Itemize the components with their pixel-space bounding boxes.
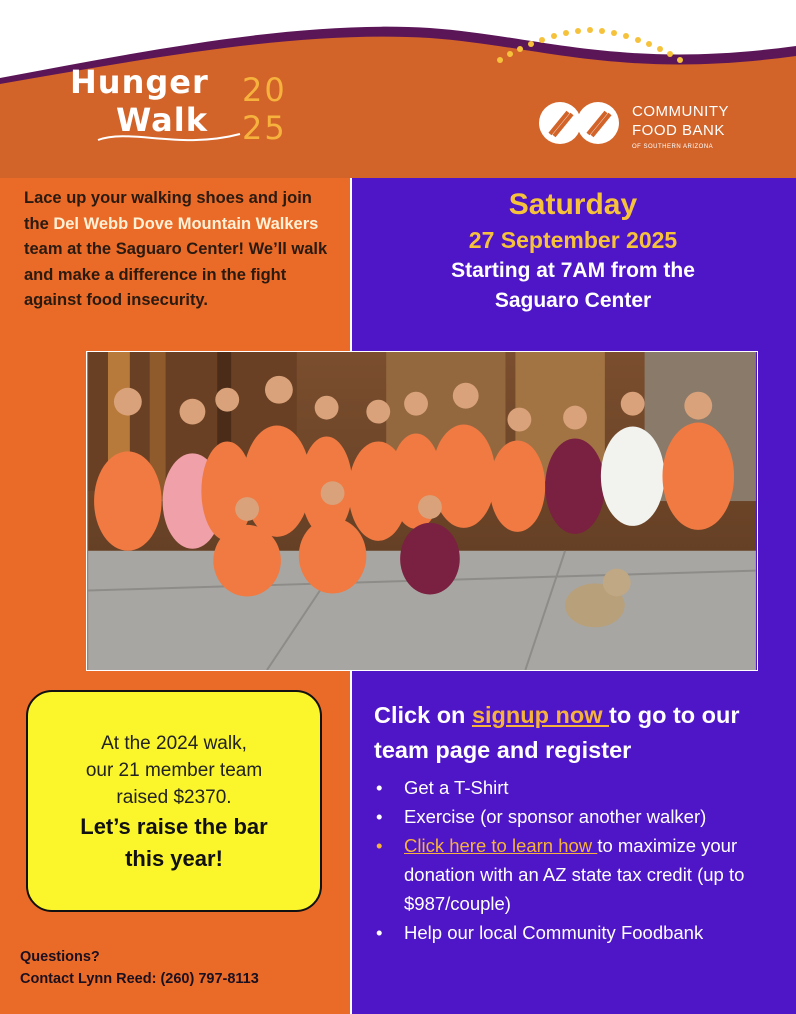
- signup-prefix: Click on: [374, 702, 472, 728]
- benefits-list: [374, 773, 788, 947]
- list-item: [374, 802, 788, 831]
- logo-year-top: 20: [242, 71, 287, 109]
- benefit-text: Get a T-Shirt: [404, 777, 509, 798]
- cfb-line-1: COMMUNITY: [632, 103, 729, 120]
- logo-word-hunger: Hunger: [70, 63, 209, 101]
- contact-line: Contact Lynn Reed: (260) 797-8113: [20, 971, 259, 987]
- callout-bold-2: this year!: [125, 846, 223, 871]
- benefit-text: Exercise (or sponsor another walker): [404, 806, 707, 827]
- contact-info: [20, 946, 350, 990]
- team-group-photo: [86, 351, 758, 671]
- benefit-text: Help our local Community Foodbank: [404, 922, 704, 943]
- callout-bold-1: Let’s raise the bar: [80, 814, 268, 839]
- signup-suffix: to go to our team page and register: [374, 702, 740, 763]
- intro-text: [24, 186, 340, 314]
- event-date: 27 September 2025: [468, 227, 678, 253]
- team-name: Del Webb Dove Mountain Walkers: [53, 214, 319, 233]
- event-date-block: [350, 186, 796, 316]
- cfb-line-3: OF SOUTHERN ARIZONA: [632, 144, 714, 150]
- tax-credit-link[interactable]: Click here to learn how: [404, 835, 598, 856]
- list-item: [374, 831, 788, 918]
- event-day: Saturday: [508, 188, 638, 221]
- walkers-standing: [94, 376, 734, 551]
- hunger-walk-logo: [70, 62, 310, 157]
- logo-year-bottom: 25: [242, 109, 287, 147]
- intro-part-2: team at the Saguaro Center! We’ll walk and make a difference in the fight against food insecurity.: [24, 240, 328, 309]
- walkers-kneeling: [213, 481, 459, 596]
- cfb-line-2: FOOD BANK: [632, 122, 725, 139]
- bullet-icon: •: [376, 777, 383, 798]
- intro-part-1: Lace up your walking shoes and join the: [24, 189, 312, 233]
- callout-line-2: our 21 member team: [85, 760, 263, 781]
- callout-line-3: raised $2370.: [116, 787, 232, 808]
- event-start-line-2: Saguaro Center: [494, 289, 652, 312]
- callout-line-1: At the 2024 walk,: [101, 733, 247, 754]
- bullet-icon: •: [376, 835, 383, 856]
- event-start-line-1: Starting at 7AM from the: [451, 259, 695, 282]
- questions-label: Questions?: [20, 949, 100, 965]
- signup-now-link[interactable]: signup now: [471, 702, 610, 728]
- benefit-text: to maximize your donation with an AZ state tax credit (up to $987/couple): [404, 835, 745, 914]
- signup-heading: [374, 698, 786, 768]
- logo-word-walk: Walk: [116, 101, 208, 139]
- bullet-icon: •: [376, 922, 383, 943]
- results-callout: [26, 690, 322, 912]
- list-item: [374, 773, 788, 802]
- bullet-icon: •: [376, 806, 383, 827]
- community-food-bank-logo: [536, 96, 776, 156]
- list-item: [374, 918, 788, 947]
- food-bank-emblem-icon: [536, 100, 622, 146]
